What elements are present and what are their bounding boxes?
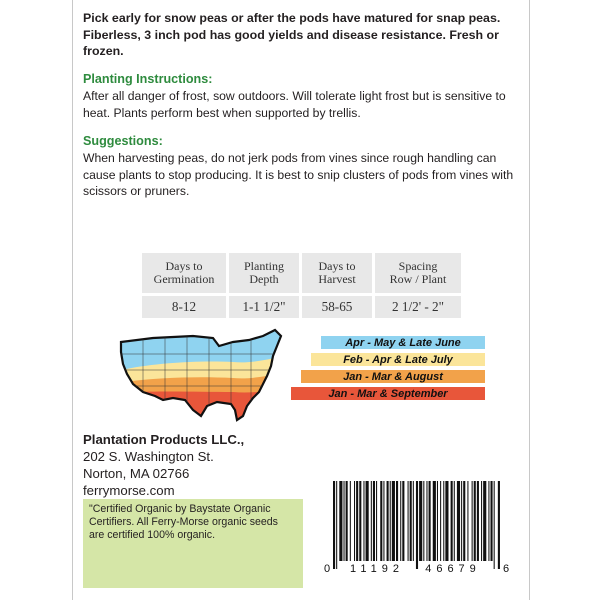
barcode-bar	[413, 481, 414, 561]
barcode-bar	[383, 481, 384, 561]
company-website: ferrymorse.com	[83, 483, 175, 498]
barcode-bar	[477, 481, 479, 561]
barcode-bar	[451, 481, 453, 561]
zone-band-1	[321, 336, 485, 349]
stats-header-row	[142, 253, 461, 293]
barcode-bar	[426, 481, 427, 561]
stats-header-depth	[229, 253, 299, 293]
barcode-bar	[350, 481, 351, 561]
zone-band-4	[291, 387, 485, 400]
zone-band-label: Feb - Apr & Late July	[343, 353, 453, 366]
zone-band-2	[311, 353, 485, 366]
barcode-bar	[390, 481, 391, 561]
usa-planting-zone-map	[113, 324, 295, 424]
barcode-bar	[402, 481, 404, 561]
barcode-bar	[498, 481, 500, 569]
suggestions-text: When harvesting peas, do not jerk pods from vines since rough handling can cause plants to stop producing. It is best to snip clusters of pods from vines with scissors or pruners.	[83, 151, 514, 198]
stats-header-line: Days to	[318, 258, 356, 273]
stats-header-line: Days to	[165, 258, 203, 273]
zone-band-3	[301, 370, 485, 383]
barcode-bar	[440, 481, 441, 561]
barcode-bar	[494, 481, 495, 569]
barcode-bar	[380, 481, 382, 561]
barcode-bar	[461, 481, 462, 561]
company-city: Norton, MA 02766	[83, 466, 190, 481]
barcode-bar	[354, 481, 355, 561]
planting-instructions-title: Planting Instructions:	[83, 72, 213, 86]
barcode-bar	[474, 481, 476, 561]
barcode-left-digits: 11192	[350, 563, 404, 575]
barcode-bar	[366, 481, 369, 561]
stats-value-harvest: 58-65	[302, 296, 372, 318]
barcode-bar	[433, 481, 436, 561]
barcode-right-digits: 46679	[425, 563, 481, 575]
barcode-bar	[339, 481, 342, 561]
organic-certification-box	[83, 499, 303, 588]
stats-header-line: Depth	[249, 272, 279, 286]
barcode-bar	[429, 481, 431, 561]
barcode-bar	[483, 481, 486, 561]
upc-barcode	[323, 481, 511, 575]
barcode-bar	[346, 481, 348, 561]
barcode-bar	[443, 481, 444, 561]
zone-band-label: Jan - Mar & September	[328, 387, 448, 400]
stats-header-harvest	[302, 253, 372, 293]
barcode-bars	[333, 481, 500, 569]
barcode-bar	[437, 481, 438, 561]
barcode-bar	[344, 481, 345, 561]
stats-header-line: Spacing	[398, 258, 438, 273]
barcode-lead-digit: 0	[324, 563, 331, 575]
barcode-bar	[491, 481, 493, 561]
organic-certification-text: "Certified Organic by Baystate Organic Certifiers. All Ferry-Morse organic seeds are certified 100% organic.	[89, 503, 278, 542]
barcode-bar	[410, 481, 412, 561]
stats-value-depth: 1-1 1/2"	[229, 296, 299, 318]
barcode-bar	[333, 481, 335, 569]
planting-instructions-text: After all danger of frost, sow outdoors. Will tolerate light frost but is sensitive to heat. Plants perform best when supported by trellis.	[83, 89, 506, 120]
barcode-bar	[408, 481, 409, 561]
barcode-bar	[359, 481, 361, 561]
growing-stats-table	[139, 250, 464, 321]
stats-header-line: Planting	[243, 258, 284, 273]
barcode-bar	[445, 481, 448, 561]
stats-value-row	[142, 296, 461, 318]
barcode-bar	[416, 481, 418, 569]
barcode-check-digit: 6	[503, 563, 510, 575]
product-description: Pick early for snow peas or after the pods have matured for snap peas. Fiberless, 3 inch pod has good yields and disease resistance. Fresh or frozen.	[83, 11, 501, 58]
barcode-bar	[423, 481, 424, 561]
suggestions-title: Suggestions:	[83, 134, 163, 148]
barcode-bar	[467, 481, 468, 561]
barcode-bar	[373, 481, 375, 561]
barcode-bar	[396, 481, 398, 561]
barcode-bar	[363, 481, 364, 561]
barcode-bar	[400, 481, 401, 561]
barcode-bar	[488, 481, 489, 561]
barcode-bar	[457, 481, 460, 561]
zone-band-label: Apr - May & Late June	[345, 336, 461, 349]
barcode-bar	[472, 481, 473, 561]
stats-header-line: Harvest	[318, 272, 356, 286]
company-name: Plantation Products LLC.,	[83, 432, 245, 447]
stats-header-line: Germination	[153, 272, 215, 286]
barcode-bar	[376, 481, 377, 561]
barcode-bar	[392, 481, 395, 561]
stats-header-line: Row / Plant	[389, 272, 447, 286]
barcode-bar	[481, 481, 482, 561]
barcode-bar	[356, 481, 358, 561]
seed-packet-back	[72, 0, 530, 600]
stats-value-germination: 8-12	[142, 296, 226, 318]
zone-legend	[291, 336, 485, 402]
stats-header-germination	[142, 253, 226, 293]
barcode-bar	[371, 481, 372, 561]
company-street: 202 S. Washington St.	[83, 449, 214, 464]
barcode-bar	[387, 481, 389, 561]
barcode-bar	[454, 481, 455, 561]
barcode-bar	[419, 481, 422, 561]
stats-header-spacing	[375, 253, 461, 293]
barcode-bar	[336, 481, 337, 569]
zone-band-label: Jan - Mar & August	[343, 370, 443, 383]
barcode-bar	[463, 481, 465, 561]
stats-value-spacing: 2 1/2' - 2"	[375, 296, 461, 318]
